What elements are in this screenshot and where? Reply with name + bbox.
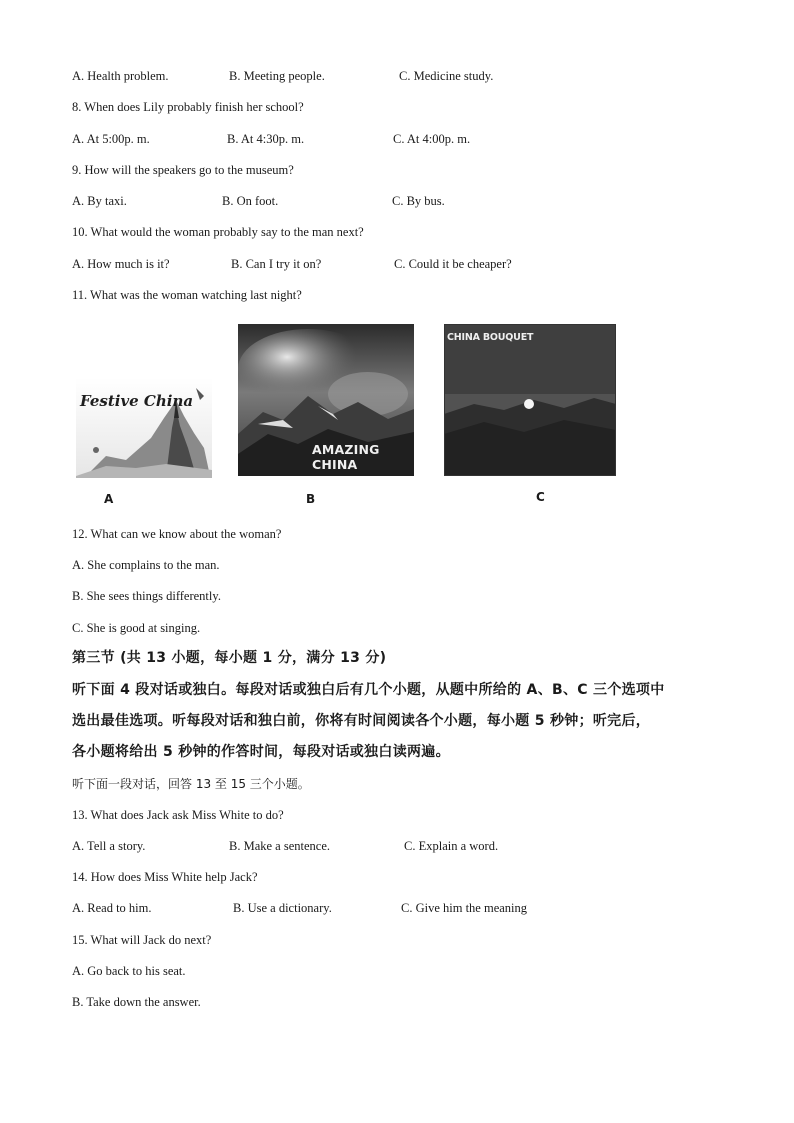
section-instruction-line-1: 听下面 4 段对话或独白。每段对话或独白后有几个小题，从题中所给的 A、B、C 三个选项中 (72, 682, 665, 698)
china-bouquet-caption: CHINA BOUQUET (447, 332, 534, 343)
q14-option-c: C. Give him the meaning (401, 901, 528, 915)
q9-question: 9. How will the speakers go to the museum? (72, 163, 294, 177)
q13-option-c: C. Explain a word. (404, 839, 499, 853)
q15-question: 15. What will Jack do next? (72, 933, 212, 947)
q15-option-b: B. Take down the answer. (72, 995, 201, 1009)
q12-option-b: B. She sees things differently. (72, 589, 221, 603)
q12-question: 12. What can we know about the woman? (72, 527, 282, 541)
q9-option-c: C. By bus. (392, 194, 445, 208)
q14-question: 14. How does Miss White help Jack? (72, 870, 258, 884)
image-label-c: C (536, 490, 545, 504)
q10-option-a: A. How much is it? (72, 257, 170, 271)
q14-option-a: A. Read to him. (72, 901, 152, 915)
q10-option-b: B. Can I try it on? (231, 257, 322, 271)
q13-question: 13. What does Jack ask Miss White to do? (72, 808, 284, 822)
china-bouquet-illustration (444, 324, 616, 476)
q11-question: 11. What was the woman watching last night? (72, 288, 302, 302)
image-festive-china (76, 378, 212, 478)
image-label-b: B (306, 492, 316, 506)
section-sub-instruction: 听下面一段对话，回答 13 至 15 三个小题。 (72, 777, 310, 791)
q12-option-c: C. She is good at singing. (72, 621, 201, 635)
q15-option-a: A. Go back to his seat. (72, 964, 186, 978)
section-instruction-line-2: 选出最佳选项。听每段对话和独白前，你将有时间阅读各个小题，每小题 5 秒钟；听完后， (72, 713, 651, 729)
q13-option-a: A. Tell a story. (72, 839, 146, 853)
q9-option-a: A. By taxi. (72, 194, 127, 208)
amazing-china-caption: AMAZING CHINA (312, 442, 380, 472)
q14-option-b: B. Use a dictionary. (233, 901, 332, 915)
image-label-a: A (104, 492, 114, 506)
q7-option-c: C. Medicine study. (399, 69, 494, 83)
section-instruction-line-3: 各小题将给出 5 秒钟的作答时间，每段对话或独白读两遍。 (72, 744, 450, 760)
q13-option-b: B. Make a sentence. (229, 839, 331, 853)
q8-option-b: B. At 4:30p. m. (227, 132, 305, 146)
q7-option-a: A. Health problem. (72, 69, 169, 83)
festive-china-caption: Festive China (80, 392, 194, 410)
q12-option-a: A. She complains to the man. (72, 558, 220, 572)
q9-option-b: B. On foot. (222, 194, 279, 208)
section-title: 第三节 (共 13 小题，每小题 1 分，满分 13 分) (72, 650, 387, 666)
q10-question: 10. What would the woman probably say to the man next? (72, 225, 364, 239)
q8-option-c: C. At 4:00p. m. (393, 132, 471, 146)
image-amazing-china (238, 324, 414, 476)
q7-option-b: B. Meeting people. (229, 69, 325, 83)
image-china-bouquet (444, 324, 616, 476)
q8-option-a: A. At 5:00p. m. (72, 132, 150, 146)
q10-option-c: C. Could it be cheaper? (394, 257, 512, 271)
q8-question: 8. When does Lily probably finish her school? (72, 100, 304, 114)
